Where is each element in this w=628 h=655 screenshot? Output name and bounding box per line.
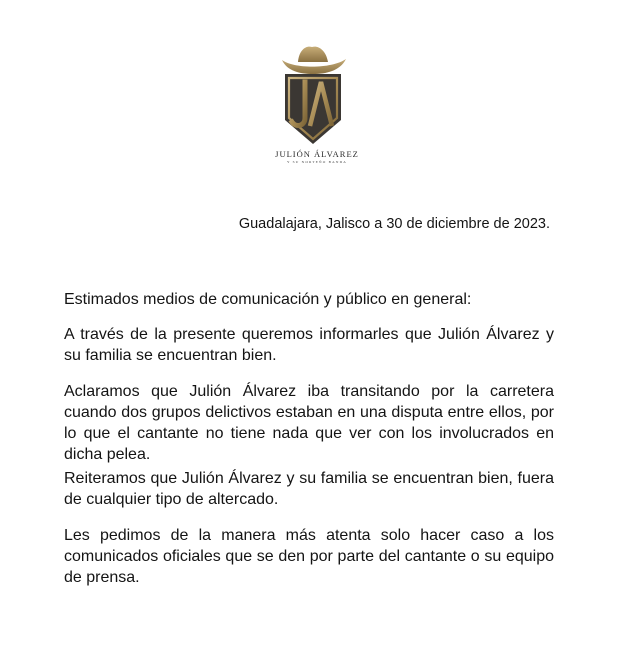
greeting: Estimados medios de comunicación y público en general: — [64, 291, 472, 308]
brand-name: JULIÓN ÁLVAREZ — [275, 149, 359, 159]
paragraph-3: Reiteramos que Julión Álvarez y su familia se encuentran bien, fuera de cualquier tipo de altercado. — [64, 470, 554, 508]
paragraph-4: Les pedimos de la manera más atenta solo hacer caso a los comunicados oficiales que se den por parte del cantante o su equipo de prensa. — [64, 527, 554, 586]
date-line: Guadalajara, Jalisco a 30 de diciembre de 2023. — [238, 216, 550, 232]
paragraph-1: A través de la presente queremos informarles que Julión Álvarez y su familia se encuentran bien. — [64, 326, 554, 364]
brand-tagline: Y SU NORTEÑO BANDA — [286, 160, 348, 164]
cowboy-hat-shield-logo — [274, 38, 352, 148]
paragraph-2: Aclaramos que Julión Álvarez iba transitando por la carretera cuando dos grupos delictivos estaban en una disputa entre ellos, por lo que el cantante no tiene nada que ver con los involucrados en dicha pelea. — [64, 383, 554, 463]
letterhead — [262, 38, 372, 168]
